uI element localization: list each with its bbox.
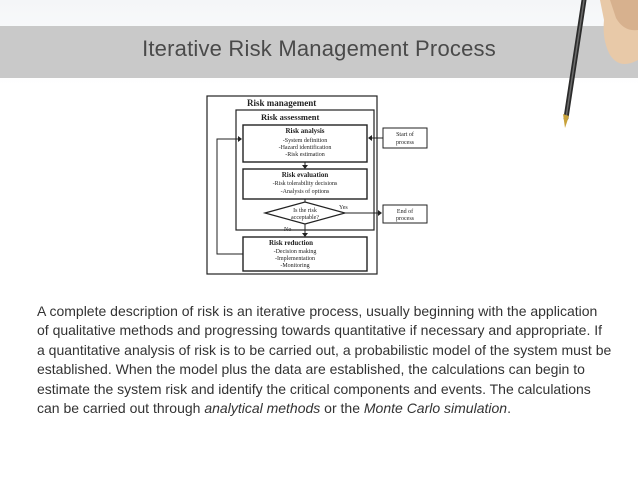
monte-carlo-text: Monte Carlo simulation: [363, 400, 508, 417]
yes-label: Yes: [339, 205, 348, 211]
analytical-methods-text: analytical methods: [204, 400, 321, 417]
pen-image: [540, 0, 638, 140]
risk-reduction-line-1: -Decision making: [273, 249, 317, 255]
risk-analysis-line-3: -Risk estimation: [285, 152, 325, 158]
no-label: No: [284, 227, 292, 233]
slide-title: Iterative Risk Management Process: [142, 36, 496, 61]
body-text-part-1: A complete description of risk is an iterative process, usually beginning with the application of qualitative methods and progressing towards quantitative if necessary and appropriate. If a quantitative analysis of risk is to be carried out, a probabilistic model of the system must be established. When the model plus the data are established, the calculations can begin to estimate the system risk and identify the critical components and events. The calculations can be carried out through: [37, 303, 612, 417]
risk-evaluation-line-2: -Analysis of options: [280, 189, 330, 195]
start-line-1: Start of: [396, 132, 414, 138]
start-line-2: process: [396, 140, 414, 146]
risk-assessment-label: Risk assessment: [261, 112, 320, 122]
risk-management-label: Risk management: [247, 98, 317, 108]
risk-analysis-title: Risk analysis: [285, 127, 325, 135]
end-line-1: End of: [396, 209, 414, 215]
risk-evaluation-line-1: -Risk tolerability decisions: [272, 181, 338, 187]
body-paragraph: [37, 302, 612, 418]
risk-evaluation-title: Risk evaluation: [281, 171, 329, 179]
decision-line-2: acceptable?: [291, 215, 319, 221]
end-line-2: process: [396, 216, 414, 222]
risk-management-diagram: [203, 92, 437, 278]
decision-line-1: Is the risk: [293, 208, 317, 214]
risk-analysis-line-1: -System definition: [282, 138, 328, 144]
body-text-part-3: .: [507, 400, 511, 417]
risk-reduction-line-3: -Monitoring: [280, 263, 310, 269]
risk-reduction-title: Risk reduction: [268, 239, 314, 247]
risk-analysis-line-2: -Hazard identification: [278, 145, 332, 151]
risk-reduction-line-2: -Implementation: [275, 256, 315, 262]
body-text-part-2: or the: [320, 400, 364, 417]
